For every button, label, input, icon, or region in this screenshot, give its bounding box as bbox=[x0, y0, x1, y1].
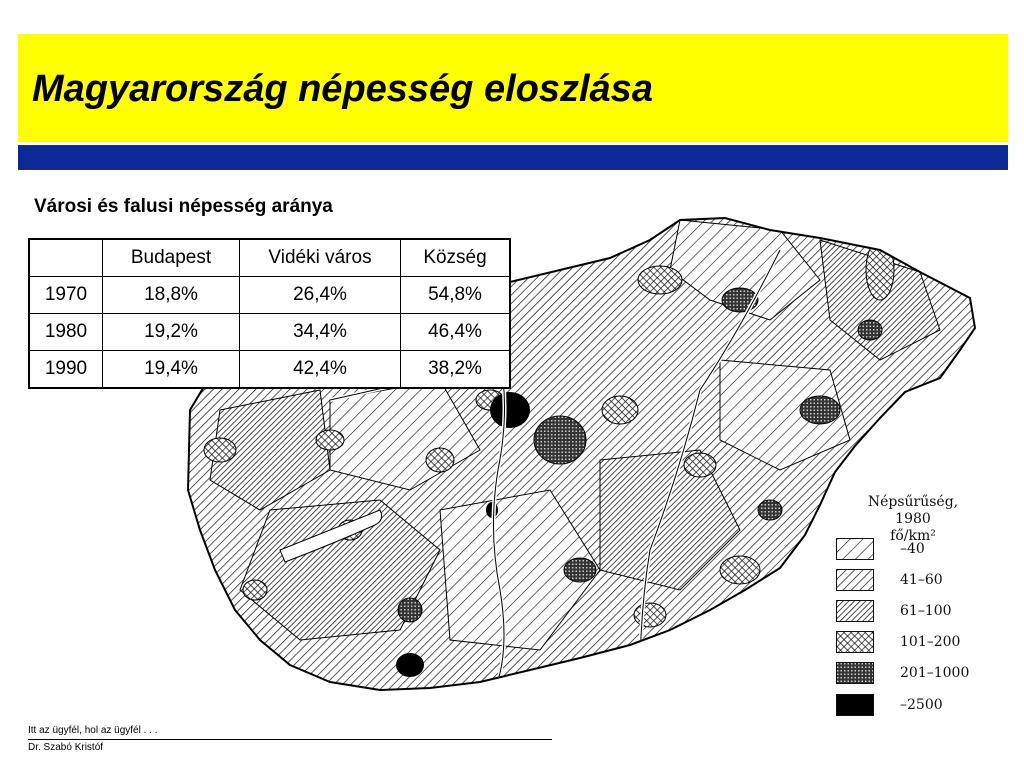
slide-subtitle: Városi és falusi népesség aránya bbox=[34, 196, 333, 217]
table-cell: 19,2% bbox=[103, 314, 240, 351]
legend-swatch bbox=[836, 538, 874, 560]
legend-item bbox=[836, 600, 976, 624]
legend-item bbox=[836, 631, 976, 655]
legend-unit: fő/km² bbox=[890, 528, 936, 544]
table-cell-year: 1970 bbox=[29, 277, 103, 314]
legend-label: 61–100 bbox=[900, 603, 952, 619]
legend-swatch bbox=[836, 631, 874, 653]
table-cell-year: 1990 bbox=[29, 351, 103, 389]
population-table bbox=[28, 238, 511, 389]
table-cell: 19,4% bbox=[103, 351, 240, 389]
legend-swatch bbox=[836, 694, 874, 716]
table-cell: 18,8% bbox=[103, 277, 240, 314]
footer-author: Dr. Szabó Kristóf bbox=[28, 742, 104, 753]
legend-label: –40 bbox=[900, 541, 925, 557]
table-row bbox=[29, 314, 510, 351]
accent-bar bbox=[18, 145, 1008, 170]
legend-title-line: Népsűrűség, 1980 bbox=[867, 494, 959, 527]
table-row bbox=[29, 277, 510, 314]
table-cell: 34,4% bbox=[240, 314, 401, 351]
table-cell: 54,8% bbox=[401, 277, 511, 314]
legend-label: 101–200 bbox=[900, 634, 961, 650]
table-cell: 42,4% bbox=[240, 351, 401, 389]
legend-label: 41–60 bbox=[900, 572, 943, 588]
slide-title: Magyarország népesség eloszlása bbox=[32, 68, 653, 110]
table-cell: 38,2% bbox=[401, 351, 511, 389]
table-header-cell: Község bbox=[401, 239, 511, 277]
legend-item bbox=[836, 662, 976, 686]
table-cell: 26,4% bbox=[240, 277, 401, 314]
legend-label: 201–1000 bbox=[900, 665, 970, 681]
footer-tagline: Itt az ügyfél, hol az ügyfél . . . bbox=[28, 725, 158, 736]
table-cell: 46,4% bbox=[401, 314, 511, 351]
legend-label: –2500 bbox=[900, 697, 943, 713]
table-header-row bbox=[29, 239, 510, 277]
footer-divider bbox=[28, 739, 552, 740]
legend-swatch bbox=[836, 600, 874, 622]
table-header-cell bbox=[29, 239, 103, 277]
table-row bbox=[29, 351, 510, 389]
legend-swatch bbox=[836, 569, 874, 591]
table-header-cell: Vidéki város bbox=[240, 239, 401, 277]
legend-swatch bbox=[836, 662, 874, 684]
table-header-cell: Budapest bbox=[103, 239, 240, 277]
legend-item bbox=[836, 538, 976, 562]
legend-item bbox=[836, 694, 976, 718]
table-cell-year: 1980 bbox=[29, 314, 103, 351]
legend-item bbox=[836, 569, 976, 593]
